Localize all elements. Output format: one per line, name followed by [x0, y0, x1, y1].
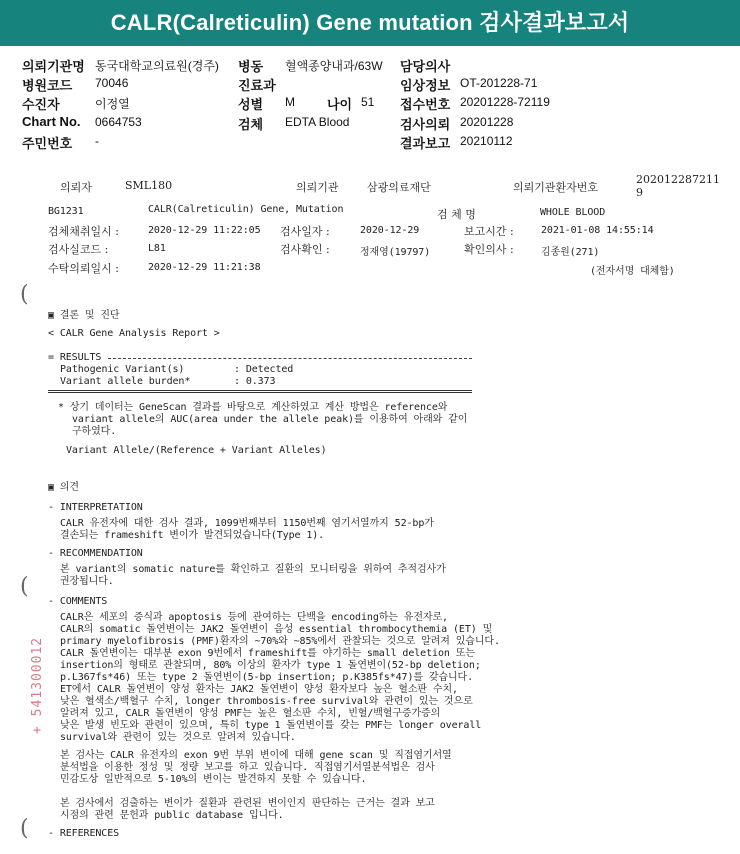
comment-line: CALR은 세포의 증식과 apoptosis 등에 관여하는 단백을 encoding하는 유전자로,	[60, 612, 448, 623]
clinical-value: OT-201228-71	[460, 76, 538, 90]
report-date-label: 결과보고	[400, 136, 451, 151]
ward-value: 혈액종양내과/63W	[285, 59, 383, 73]
doctor-label: 담당의사	[400, 59, 451, 74]
dept-label: 진료과	[238, 78, 276, 93]
receipt-label: 접수번호	[400, 97, 451, 112]
confirm-value: 정재영(19797)	[360, 247, 431, 258]
confirm-label: 검사확인 :	[280, 243, 330, 256]
comment-line: insertion의 형태로 관찰되며, 80% 이상의 환자가 type 1 돌연변이(52-bp deletion;	[60, 660, 481, 671]
test-code: BG1231	[48, 206, 84, 217]
hospital-code-value: 70046	[95, 76, 129, 90]
recommendation-line-1: 본 variant의 somatic nature를 확인하고 질환의 모니터링을 위하여 추적검사가	[60, 564, 446, 575]
org-value: 동국대학교의료원(경주)	[95, 59, 219, 73]
comment-line: survival와 관련이 있는 것으로 알려져 있습니다.	[60, 732, 296, 743]
interpretation-line-2: 결손되는 frameshift 변이가 발견되었습니다(Type 1).	[60, 530, 325, 541]
resident-value: -	[95, 134, 99, 148]
report-time-value: 2021-01-08 14:55:14	[541, 225, 654, 236]
scanned-report	[0, 156, 740, 854]
report-header	[0, 52, 740, 152]
sex-label: 성별	[238, 97, 264, 112]
patient-label: 수진자	[22, 97, 60, 112]
interpretation-heading: - INTERPRETATION	[48, 502, 143, 513]
test-date-label: 검사일자 :	[280, 225, 330, 238]
comment-line: 민감도상 일반적으로 5-10%의 변이는 발견하지 못할 수 있습니다.	[60, 774, 367, 785]
hospital-code-label: 병원코드	[22, 78, 73, 93]
report-title: CALR(Calreticulin) Gene mutation 검사결과보고서	[0, 0, 740, 46]
comment-line: 분석법을 이용한 정성 및 정량 보고를 하고 있습니다. 직접염기서열분석법은 검사	[60, 762, 435, 773]
request-label: 검사의뢰	[400, 117, 451, 132]
comment-line: 시점의 관련 문헌과 public database 입니다.	[60, 810, 284, 821]
references-heading: - REFERENCES	[48, 828, 120, 839]
results-divider-top	[108, 358, 472, 359]
collect-value: 2020-12-29 11:22:05	[148, 225, 261, 236]
age-label: 나이	[327, 97, 353, 112]
note-line-3: 구하였다.	[72, 426, 117, 437]
results-divider-bottom-2	[48, 392, 472, 393]
pathogenic-value: : Detected	[234, 364, 294, 375]
patient-value: 이정열	[95, 97, 130, 111]
comment-line: 낮은 혈색소/백혈구 수치, longer thrombosis-free survival와 관련이 있는 것으로	[60, 696, 473, 707]
report-date-value: 20210112	[460, 134, 513, 148]
entrust-label: 수탁의뢰일시 :	[48, 262, 119, 275]
comment-line: ET에서 CALR 돌연변이 양성 환자는 JAK2 돌연변이 양성 환자보다 높은 혈소판 수치,	[60, 684, 458, 695]
specimen-value: EDTA Blood	[285, 115, 350, 129]
punch-mark-icon: (	[20, 282, 29, 307]
requester-label: 의뢰자	[60, 181, 92, 194]
pathogenic-label: Pathogenic Variant(s)	[60, 364, 185, 375]
resident-label: 주민번호	[22, 136, 73, 151]
burden-value: : 0.373	[234, 376, 276, 387]
inst-value: 삼광의료재단	[367, 181, 431, 194]
interpretation-line-1: CALR 유전자에 대한 검사 결과, 1099번째부터 1150번째 염기서열까지 52-bp가	[60, 518, 434, 529]
recommendation-line-2: 권장됩니다.	[60, 576, 114, 587]
entrust-value: 2020-12-29 11:21:38	[148, 262, 261, 273]
inst-patno-label: 의뢰기관환자번호	[513, 181, 599, 194]
specimen-label: 검체	[238, 117, 264, 132]
clinical-label: 임상정보	[400, 78, 451, 93]
analysis-report-title: < CALR Gene Analysis Report >	[48, 328, 220, 339]
test-name: CALR(Calreticulin) Gene, Mutation	[148, 204, 344, 215]
specimen-name-value: WHOLE BLOOD	[540, 207, 606, 218]
lab-code-value: L81	[148, 243, 166, 254]
results-divider-bottom	[48, 390, 472, 391]
age-value: 51	[361, 95, 375, 109]
lab-code-label: 검사실코드 :	[48, 243, 109, 256]
specimen-name-label: 검 체 명	[437, 208, 476, 221]
burden-label: Variant allele burden*	[60, 376, 191, 387]
comment-line: CALR의 somatic 돌연변이는 JAK2 돌연변이 음성 essential thrombocythemia (ET) 및	[60, 624, 493, 635]
report-time-label: 보고시간 :	[464, 225, 514, 238]
inst-patno-line2: 9	[636, 186, 643, 199]
results-heading: = RESULTS	[48, 352, 102, 363]
punch-mark-icon: (	[20, 574, 29, 599]
comment-line: 본 검사는 CALR 유전자의 exon 9번 부위 변이에 대해 gene scan 및 직접염기서열	[60, 750, 452, 761]
requester-value: SML180	[125, 179, 173, 192]
note-line-2: variant allele의 AUC(area under the allele peak)를 이용하여 아래와 같이	[72, 414, 468, 425]
comment-line: 낮은 발생 빈도와 관련이 있으며, 특히 type 1 돌연변이를 갖는 PMF는 longer overall	[60, 720, 482, 731]
comment-line: 본 검사에서 검출하는 변이가 질환과 관련된 변이인지 판단하는 근거는 결과 보고	[60, 798, 435, 809]
request-value: 20201228	[460, 115, 514, 129]
esign-note: (전자서명 대체함)	[590, 266, 675, 277]
inst-label: 의뢰기관	[296, 181, 339, 194]
punch-mark-icon: (	[20, 816, 29, 841]
chart-label: Chart No.	[22, 114, 81, 129]
receipt-value: 20201228-72119	[460, 95, 550, 109]
verify-doctor-label: 확인의사 :	[464, 243, 514, 256]
note-line-1: * 상기 데이터는 GeneScan 결과를 바탕으로 계산하였고 계산 방법은 reference와	[58, 402, 448, 413]
verify-doctor-value: 김종원(271)	[541, 247, 600, 258]
sex-value: M	[285, 95, 295, 109]
comment-line: CALR 돌연변이는 대부분 exon 9번에서 frameshift를 야기하는 small deletion 또는	[60, 648, 475, 659]
comment-line: primary myelofibrosis (PMF)환자의 ~70%와 ~85%에서 관찰되는 것으로 알려져 있습니다.	[60, 636, 500, 647]
serial-stamp: + 541300012	[30, 636, 45, 734]
comment-line: 알려져 있고, CALR 돌연변이 양성 PMF는 높은 혈소판 수치, 빈혈/백혈구증가증의	[60, 708, 441, 719]
ward-label: 병동	[238, 59, 264, 74]
comments-heading: - COMMENTS	[48, 596, 108, 607]
collect-label: 검체채취일시 :	[48, 225, 119, 238]
org-label: 의뢰기관명	[22, 59, 85, 74]
recommendation-heading: - RECOMMENDATION	[48, 548, 143, 559]
test-date-value: 2020-12-29	[360, 225, 420, 236]
conclusion-heading: ▣ 결론 및 진단	[48, 310, 120, 321]
opinion-heading: ▣ 의견	[48, 482, 79, 493]
chart-value: 0664753	[95, 115, 142, 129]
formula: Variant Allele/(Reference + Variant Alleles)	[66, 445, 327, 456]
comment-line: p.L367fs*46) 또는 type 2 돌연변이(5-bp insertion; p.K385fs*47)를 갖습니다.	[60, 672, 474, 683]
inst-patno-line1: 202012287211	[636, 173, 720, 186]
